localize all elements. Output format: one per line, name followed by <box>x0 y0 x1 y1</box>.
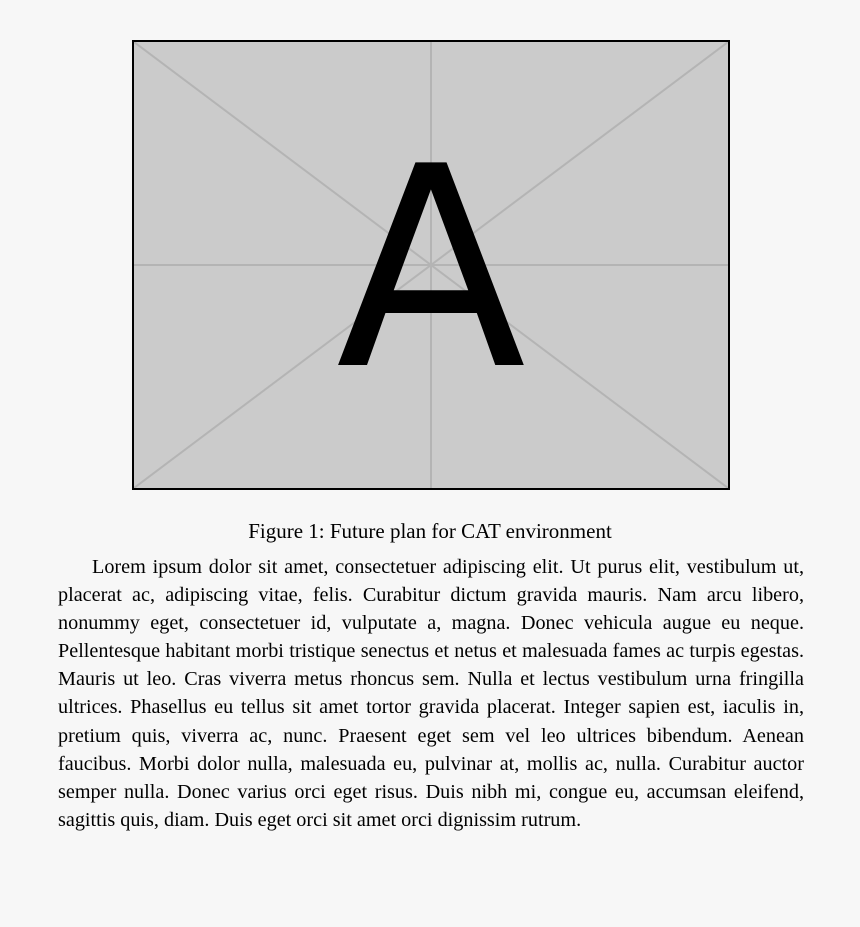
figure-caption: Figure 1: Future plan for CAT environment <box>248 519 612 543</box>
body-paragraph: Lorem ipsum dolor sit amet, consectetuer adipiscing elit. Ut purus elit, vestibulum ut, placerat ac, adipiscing vitae, felis. Curabitur dictum gravida mauris. Nam arcu libero, nonummy eget, consectetuer id, vulputate a, magna. Donec vehicula augue eu neque. Pellentesque habitant morbi tristique senectus et netus et malesuada fames ac turpis egestas. Mauris ut leo. Cras viverra metus rhoncus sem. Nulla et lectus vestibulum urna fringilla ultrices. Phasellus eu tellus sit amet tortor gravida placerat. Integer sapien est, iaculis in, pretium quis, viverra ac, nunc. Praesent eget sem vel leo ultrices bibendum. Aenean faucibus. Morbi dolor nulla, malesuada eu, pulvinar at, mollis ac, nulla. Curabitur auctor semper nulla. Donec varius orci eget risus. Duis nibh mi, congue eu, accumsan eleifend, sagittis quis, diam. Duis eget orci sit amet orci dignissim rutrum. <box>58 556 804 831</box>
figure-placeholder-image <box>132 40 730 490</box>
placeholder-letter: A <box>335 107 527 431</box>
